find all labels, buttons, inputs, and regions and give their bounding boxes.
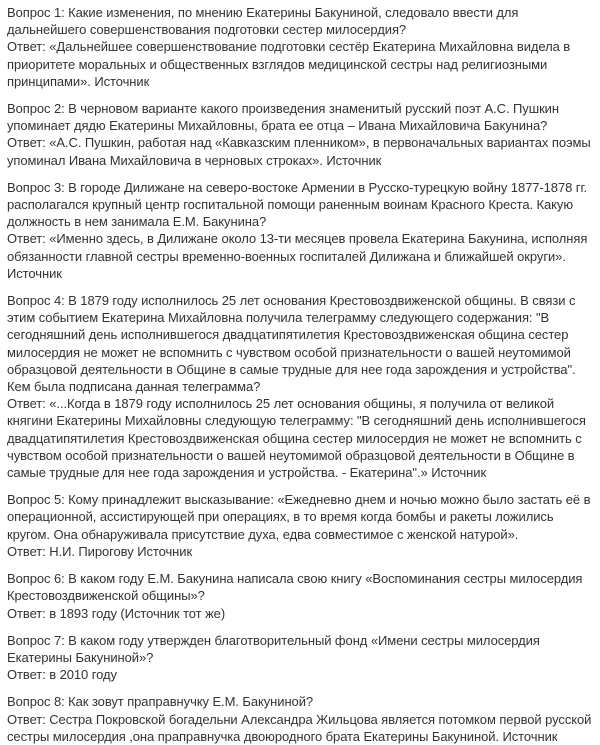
- source-link[interactable]: Источник: [431, 465, 487, 481]
- source-link[interactable]: Источник: [94, 73, 150, 89]
- source-link[interactable]: Источник: [502, 728, 558, 744]
- answer-line: [7, 605, 595, 622]
- answer-line: [7, 134, 595, 168]
- question-text: Вопрос 1: Какие изменения, по мнению Екатерины Бакуниной, следовало ввести для дальнейшего совершенствования подготовки сестер милосердия?: [7, 5, 519, 38]
- question-text: Вопрос 5: Кому принадлежит высказывание: «Ежедневно днем и ночью можно было застать её в операционной, ассистирующей при операциях, в то время когда бомбы и ракеты ложились кругом. Она обнаруживала присутствие духа, едва совместимое с женской натурой».: [7, 492, 591, 542]
- answer-line: [7, 230, 595, 282]
- question-text: Вопрос 4: В 1879 году исполнилось 25 лет основания Крестовоздвиженской общины. В связи с этим событием Екатерина Михайловна получила телеграмму следующего содержания: "В сегодняшний день исполнившегося двадцатипятилетия Крестовоздвиженская община сестер милосердия не может не вспомнить с чувством особой признательности о вашей неутомимой образцовой деятельности в Общине в самые трудные для нее года зарождения и устройства". Кем была подписана данная телеграмма?: [7, 293, 576, 395]
- answer-text: Ответ: в 1893 году (Источник тот же): [7, 605, 226, 621]
- answer-text: Ответ: в 2010 году: [7, 667, 117, 683]
- qa-item-3: [7, 179, 595, 282]
- source-link[interactable]: Источник: [326, 152, 382, 168]
- qa-item-2: [7, 100, 595, 169]
- qa-item-8: [7, 693, 595, 745]
- source-link[interactable]: Источник: [7, 265, 62, 281]
- question-text: Вопрос 7: В каком году утвержден благотворительный фонд «Имени сестры милосердия Екатерины Бакуниной»?: [7, 632, 540, 665]
- question-text: Вопрос 3: В городе Дилижане на северо-востоке Армении в Русско-турецкую войну 1877-1878 гг. располагался крупный центр госпитальной помощи раненным воинам Красного Креста. Какую должность в нем занимала Е.М. Бакунина?: [7, 179, 588, 230]
- question-text: Вопрос 6: В каком году Е.М. Бакунина написала свою книгу «Воспоминания сестры милосердия Крестовоздвиженской общины»?: [7, 571, 583, 604]
- answer-text: Ответ: Сестра Покровской богадельни Александра Жильцова является потомком первой русской сестры милосердия ,она праправнучка двоюродного брата Екатерины Бакуниной.: [7, 711, 592, 744]
- qa-item-6: [7, 570, 595, 622]
- answer-text: Ответ: «...Когда в 1879 году исполнилось 25 лет основания общины, я получила от великой княгини Екатерины Михайловны следующую телеграмму: "В сегодняшний день исполнившегося двадцатипятилетия Крестовоздвиженская община сестер милосердия не может не вспомнить с чувством особой признательности о вашей неутомимой образцовой деятельности в Общине в самые трудные для нее года зарождения и устройства. - Екатерина".»: [7, 396, 586, 481]
- answer-line: [7, 38, 595, 90]
- answer-line: [7, 543, 595, 560]
- qa-item-4: [7, 292, 595, 481]
- answer-text: Ответ: «А.С. Пушкин, работая над «Кавказским пленником», в первоначальных вариантах поэмы упоминал Ивана Михайловича в черновых строках».: [7, 135, 591, 168]
- answer-line: [7, 711, 595, 745]
- qa-item-5: [7, 491, 595, 560]
- answer-line: [7, 395, 595, 481]
- qa-item-7: [7, 632, 595, 684]
- answer-line: [7, 666, 595, 683]
- answer-text: Ответ: «Именно здесь, в Дилижане около 13-ти месяцев провела Екатерина Бакунина, исполняя обязанности главной сестры временно-военных госпиталей Дилижана и ближайшей округи».: [7, 231, 588, 264]
- source-link[interactable]: Источник: [137, 543, 193, 559]
- question-text: Вопрос 2: В черновом варианте какого произведения знаменитый русский поэт А.С. Пушкин упоминает дядю Екатерины Михайловны, брата ее отца – Ивана Михайловича Бакунина?: [7, 101, 559, 134]
- question-text: Вопрос 8: Как зовут праправнучку Е.М. Бакуниной?: [7, 694, 314, 710]
- qa-item-1: [7, 4, 595, 90]
- answer-text: Ответ: «Дальнейшее совершенствование подготовки сестёр Екатерина Михайловна видела в приоритете моральных и общественных взглядов медицинской сестры над религиозными принципами».: [7, 39, 571, 89]
- answer-text: Ответ: Н.И. Пирогову: [7, 543, 134, 559]
